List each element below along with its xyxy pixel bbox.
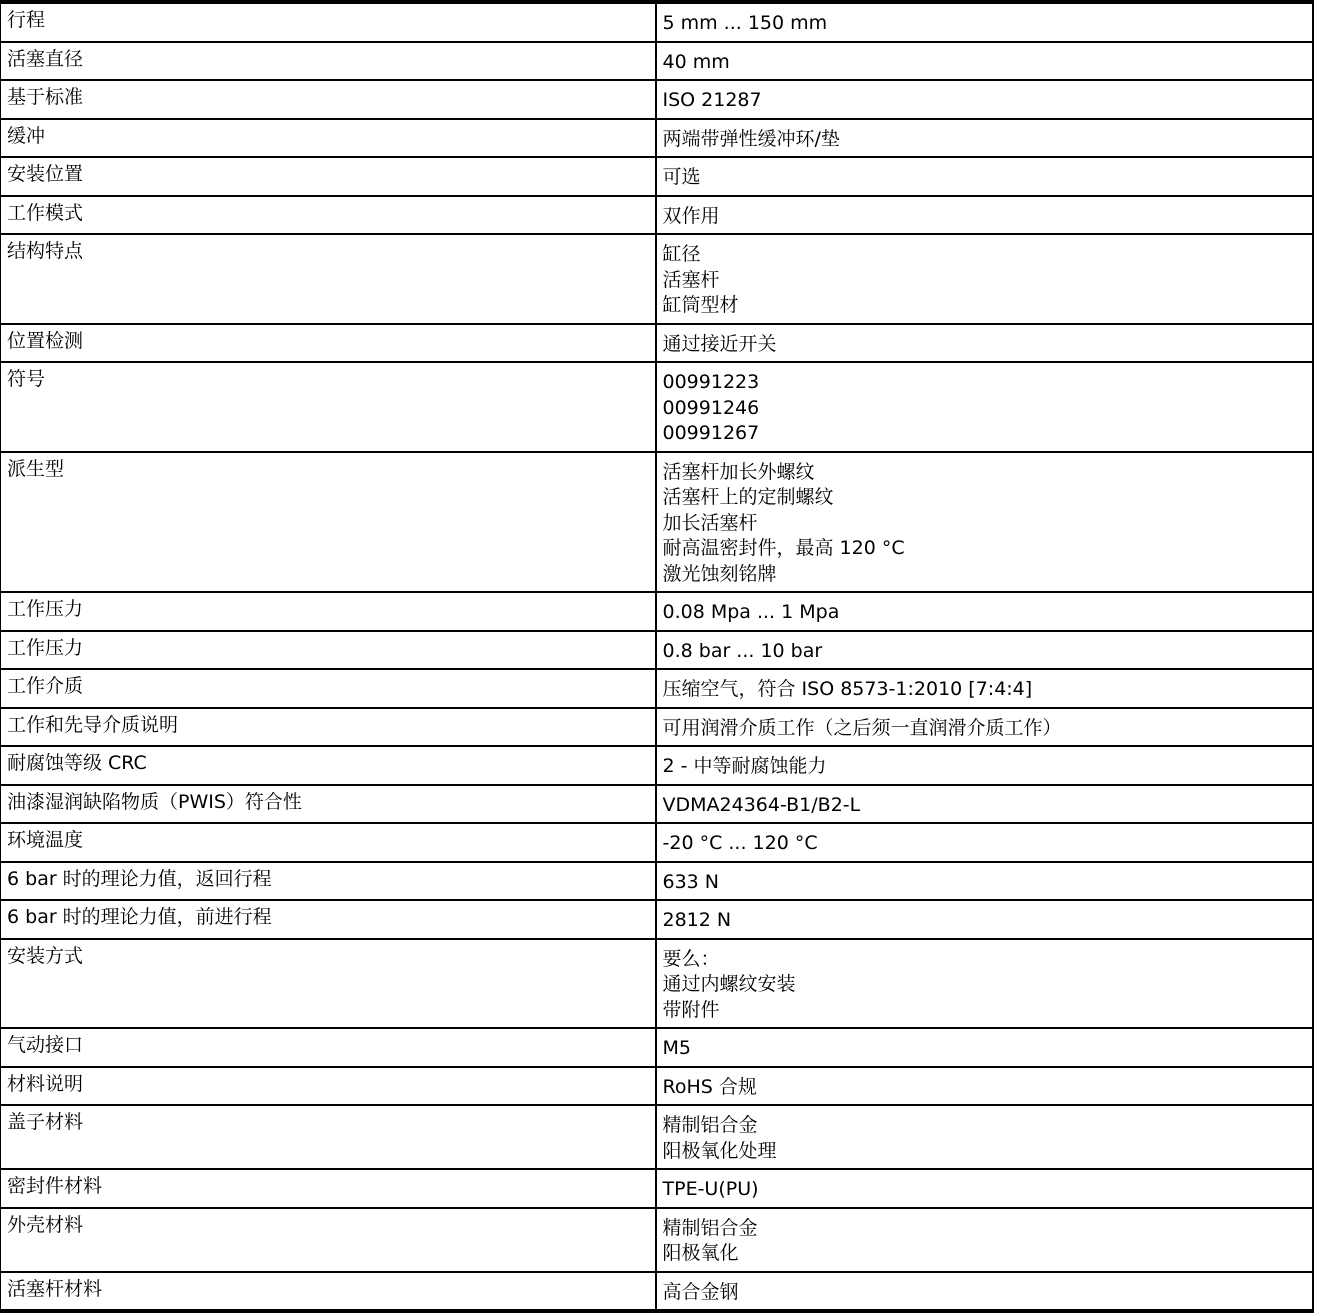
table-row: [1, 80, 1313, 119]
spec-label: 安装方式: [7, 944, 84, 967]
spec-label-cell: [1, 1105, 656, 1169]
spec-value-line: 00991267: [662, 422, 760, 444]
spec-label-cell: [1, 823, 656, 862]
spec-label-cell: [1, 1272, 656, 1310]
table-row: [1, 157, 1313, 196]
spec-value-line: 活塞杆加长外螺纹: [662, 460, 815, 483]
table-row: [1, 1028, 1313, 1067]
spec-value-cell: [656, 900, 1313, 939]
spec-value-cell: [656, 324, 1313, 363]
spec-value-line: 0.8 bar ... 10 bar: [662, 639, 823, 662]
spec-label: 耐腐蚀等级 CRC: [7, 752, 147, 774]
spec-value-line: 633 N: [662, 870, 720, 893]
spec-value-line: 激光蚀刻铭牌: [662, 562, 777, 585]
spec-label-cell: [1, 196, 656, 235]
spec-value-line: 精制铝合金: [662, 1114, 758, 1136]
spec-label: 油漆湿润缺陷物质（PWIS）符合性: [7, 790, 302, 813]
spec-value-line: 通过接近开关: [662, 332, 777, 355]
table-row: [1, 785, 1313, 824]
table-row: [1, 823, 1313, 862]
spec-value-cell: [656, 669, 1313, 708]
spec-value-cell: [656, 939, 1313, 1029]
spec-label: 工作压力: [7, 636, 84, 659]
spec-label: 6 bar 时的理论力值，前进行程: [7, 906, 272, 928]
spec-value-line: 双作用: [662, 204, 720, 227]
spec-label: 活塞杆材料: [7, 1277, 103, 1300]
spec-label: 材料说明: [7, 1072, 84, 1095]
table-row: [1, 862, 1313, 901]
table-row: [1, 669, 1313, 708]
table-row: [1, 234, 1313, 324]
table-row: [1, 42, 1313, 81]
spec-label-cell: [1, 746, 656, 785]
spec-label-cell: [1, 592, 656, 631]
spec-value-cell: [656, 631, 1313, 670]
spec-label-cell: [1, 708, 656, 747]
spec-value-line: 40 mm: [662, 50, 730, 73]
spec-label-cell: [1, 80, 656, 119]
table-row: [1, 1208, 1313, 1272]
spec-value-line: 压缩空气，符合 ISO 8573-1:2010 [7:4:4]: [662, 678, 1033, 700]
spec-value-line: M5: [662, 1037, 691, 1059]
spec-label: 气动接口: [7, 1034, 84, 1056]
spec-value-line: 加长活塞杆: [662, 511, 758, 534]
spec-label: 位置检测: [7, 329, 84, 352]
spec-value-line: 00991223: [662, 371, 760, 393]
spec-value-line: 5 mm ... 150 mm: [662, 12, 828, 34]
spec-label-cell: [1, 1169, 656, 1208]
table-row: [1, 708, 1313, 747]
spec-value-line: TPE-U(PU): [662, 1178, 759, 1200]
spec-label-cell: [1, 234, 656, 324]
spec-label-cell: [1, 4, 656, 42]
spec-value-cell: [656, 362, 1313, 452]
table-row: [1, 362, 1313, 452]
spec-label: 密封件材料: [7, 1175, 103, 1197]
spec-label: 结构特点: [7, 240, 84, 262]
spec-label-cell: [1, 1067, 656, 1106]
spec-value-cell: [656, 1105, 1313, 1169]
spec-value-line: 精制铝合金: [662, 1216, 758, 1239]
spec-value-line: 可选: [662, 166, 701, 188]
spec-label: 工作介质: [7, 675, 84, 697]
spec-value-line: 阳极氧化处理: [662, 1139, 777, 1162]
spec-value-cell: [656, 452, 1313, 593]
spec-value-cell: [656, 1169, 1313, 1208]
spec-value-line: 高合金钢: [662, 1280, 739, 1303]
spec-label-cell: [1, 631, 656, 670]
spec-table-body: [1, 4, 1313, 1309]
spec-value-cell: [656, 1067, 1313, 1106]
table-row: [1, 746, 1313, 785]
spec-value-line: 活塞杆上的定制螺纹: [662, 486, 834, 508]
spec-label-cell: [1, 42, 656, 81]
spec-table: [0, 4, 1312, 1309]
spec-value-cell: [656, 785, 1313, 824]
spec-value-line: 活塞杆: [662, 268, 720, 291]
table-row: [1, 1105, 1313, 1169]
spec-value-cell: [656, 157, 1313, 196]
table-row: [1, 196, 1313, 235]
spec-value-line: VDMA24364-B1/B2-L: [662, 793, 861, 816]
spec-value-cell: [656, 746, 1313, 785]
spec-value-line: 通过内螺纹安装: [662, 973, 796, 995]
spec-label-cell: [1, 669, 656, 708]
spec-value-cell: [656, 1028, 1313, 1067]
spec-value-cell: [656, 196, 1313, 235]
spec-value-line: 缸径: [662, 243, 701, 265]
table-row: [1, 592, 1313, 631]
spec-label-cell: [1, 862, 656, 901]
table-row: [1, 631, 1313, 670]
spec-label: 工作压力: [7, 598, 84, 620]
table-row: [1, 939, 1313, 1029]
spec-label-cell: [1, 900, 656, 939]
spec-value-line: 两端带弹性缓冲环/垫: [662, 127, 840, 150]
spec-value-cell: [656, 234, 1313, 324]
spec-label: 盖子材料: [7, 1111, 84, 1133]
spec-value-line: 2 - 中等耐腐蚀能力: [662, 755, 827, 777]
spec-value-line: 2812 N: [662, 909, 732, 931]
spec-label: 符号: [7, 368, 46, 390]
spec-value-line: RoHS 合规: [662, 1075, 757, 1098]
spec-label: 行程: [7, 9, 46, 31]
spec-label-cell: [1, 1028, 656, 1067]
spec-value-cell: [656, 708, 1313, 747]
spec-label: 安装位置: [7, 163, 84, 185]
spec-value-line: 可用润滑介质工作（之后须一直润滑介质工作）: [662, 716, 1062, 739]
spec-value-line: 缸筒型材: [662, 294, 739, 316]
spec-value-line: 耐高温密封件，最高 120 °C: [662, 537, 905, 559]
spec-value-line: 0.08 Mpa ... 1 Mpa: [662, 601, 840, 623]
table-row: [1, 900, 1313, 939]
table-row: [1, 119, 1313, 158]
spec-value-line: 带附件: [662, 998, 720, 1021]
spec-label-cell: [1, 1208, 656, 1272]
table-row: [1, 4, 1313, 42]
spec-value-line: ISO 21287: [662, 89, 762, 111]
spec-label-cell: [1, 939, 656, 1029]
spec-label-cell: [1, 324, 656, 363]
spec-value-cell: [656, 80, 1313, 119]
spec-value-cell: [656, 119, 1313, 158]
spec-label-cell: [1, 452, 656, 593]
table-row: [1, 1272, 1313, 1310]
spec-value-cell: [656, 823, 1313, 862]
spec-value-cell: [656, 4, 1313, 42]
spec-value-cell: [656, 1272, 1313, 1310]
spec-value-cell: [656, 592, 1313, 631]
spec-label-cell: [1, 362, 656, 452]
table-row: [1, 324, 1313, 363]
spec-label: 派生型: [7, 457, 65, 480]
spec-value-line: 阳极氧化: [662, 1242, 739, 1264]
spec-value-line: -20 °C ... 120 °C: [662, 832, 818, 854]
spec-value-line: 要么：: [662, 947, 720, 970]
spec-value-line: 00991246: [662, 396, 760, 419]
spec-label-cell: [1, 157, 656, 196]
spec-label: 外壳材料: [7, 1213, 84, 1236]
spec-value-cell: [656, 862, 1313, 901]
spec-label: 基于标准: [7, 86, 84, 108]
table-row: [1, 1169, 1313, 1208]
table-row: [1, 1067, 1313, 1106]
spec-label-cell: [1, 119, 656, 158]
spec-value-cell: [656, 42, 1313, 81]
spec-label: 活塞直径: [7, 47, 84, 70]
spec-label: 环境温度: [7, 829, 84, 851]
spec-label: 工作模式: [7, 201, 84, 224]
spec-label: 工作和先导介质说明: [7, 713, 179, 736]
spec-value-cell: [656, 1208, 1313, 1272]
spec-label: 6 bar 时的理论力值，返回行程: [7, 867, 272, 890]
spec-label: 缓冲: [7, 124, 46, 147]
table-row: [1, 452, 1313, 593]
spec-label-cell: [1, 785, 656, 824]
